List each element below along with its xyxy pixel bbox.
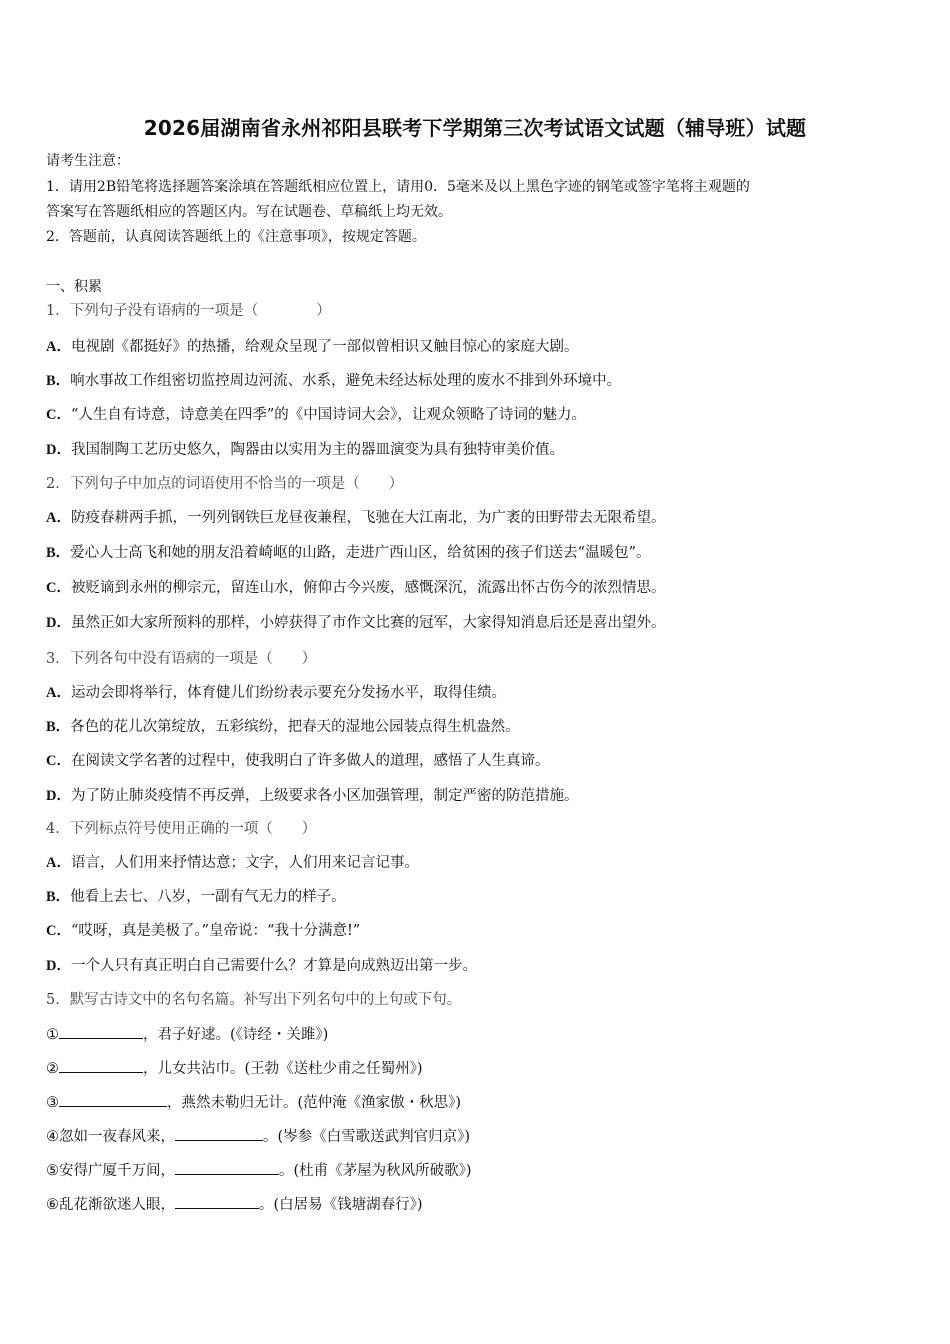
fill-blank-row: ⑤安得广厦千万间， 。(杜甫《茅屋为秋风所破歌》) [46,1160,906,1180]
option-row [46,372,906,390]
option-row [46,509,906,527]
option-text: 语言，人们用来抒情达意；文字，人们用来记言记事。 [70,855,419,871]
option-row [46,888,906,906]
question-stem: 1．下列句子没有语病的一项是（ ） [46,303,331,319]
option-letter: D． [46,442,71,458]
option-letter: C． [46,407,71,423]
option-letter: B． [46,545,71,561]
option-letter: C． [46,753,71,769]
option-text: 运动会即将举行，体育健儿们纷纷表示要充分发扬水平，取得佳绩。 [70,685,506,701]
option-text: 他看上去七、八岁，一副有气无力的样子。 [70,889,346,905]
option-letter: B． [46,373,71,389]
option-row [46,441,906,459]
option-text: 爱心人士高飞和她的朋友沿着崎岖的山路，走进广西山区，给贫困的孩子们送去“温暖包”。 [70,545,651,561]
option-letter: A． [46,510,71,526]
notice-line: 答案写在答题纸相应的答题区内。写在试题卷、草稿纸上均无效。 [46,204,452,220]
option-row [46,752,906,770]
option-row [46,957,906,975]
option-text: 为了防止肺炎疫情不再反弹，上级要求各小区加强管理，制定严密的防范措施。 [70,788,579,804]
option-letter: B． [46,719,71,735]
option-row [46,787,906,805]
option-row [46,854,906,872]
answer-blank[interactable] [59,1092,167,1107]
question-stem: 3．下列各句中没有语病的一项是（ ） [46,651,317,667]
option-text: 电视剧《都挺好》的热播，给观众呈现了一部似曾相识又触目惊心的家庭大剧。 [70,339,579,355]
fill-blank-row: ② ，儿女共沾巾。(王勃《送杜少甫之任蜀州》) [46,1058,906,1078]
option-row [46,406,906,424]
answer-blank[interactable] [59,1024,143,1039]
option-letter: D． [46,958,71,974]
option-text: 我国制陶工艺历史悠久，陶器由以实用为主的器皿演变为具有独特审美价值。 [70,442,564,458]
item-number: ③ [46,1095,59,1111]
section-heading: 一、积累 [46,279,102,295]
option-row [46,684,906,702]
option-text: 防疫春耕两手抓，一列列钢铁巨龙昼夜兼程，飞驰在大江南北，为广袤的田野带去无限希望。 [70,510,666,526]
option-row [46,922,906,940]
option-letter: C． [46,923,71,939]
option-row [46,614,906,632]
option-letter: A． [46,685,71,701]
answer-blank[interactable] [175,1194,259,1209]
option-letter: A． [46,339,71,355]
option-letter: A． [46,855,71,871]
option-text: 在阅读文学名著的过程中，使我明白了许多做人的道理，感悟了人生真谛。 [70,753,550,769]
page-title: 2026届湖南省永州祁阳县联考下学期第三次考试语文试题（辅导班）试题 [143,116,807,140]
option-row [46,544,906,562]
item-number: ④ [46,1129,59,1145]
option-text: 虽然正如大家所预料的那样，小婷获得了市作文比赛的冠军，大家得知消息后还是喜出望外。 [70,615,666,631]
option-letter: D． [46,615,71,631]
notice-line: 2．答题前，认真阅读答题纸上的《注意事项》，按规定答题。 [46,229,426,245]
question-stem: 2．下列句子中加点的词语使用不恰当的一项是（ ） [46,476,404,492]
option-letter: C． [46,580,71,596]
option-row [46,338,906,356]
fill-blank-row: ④忽如一夜春风来， 。(岑参《白雪歌送武判官归京》) [46,1126,906,1146]
option-text: 响水事故工作组密切监控周边河流、水系，避免未经达标处理的废水不排到外环境中。 [70,373,622,389]
option-text: 一个人只有真正明白自己需要什么？才算是向成熟迈出第一步。 [70,958,477,974]
item-number: ② [46,1061,59,1077]
option-letter: D． [46,788,71,804]
item-number: ⑤ [46,1163,59,1179]
option-letter: B． [46,889,71,905]
fill-blank-row: ⑥乱花渐欲迷人眼， 。(白居易《钱塘湖春行》) [46,1194,906,1214]
question-stem: 5．默写古诗文中的名句名篇。补写出下列名句中的上句或下句。 [46,992,462,1008]
fill-blank-row: ③ ，燕然未勒归无计。(范仲淹《渔家傲・秋思》) [46,1092,906,1112]
notice-line: 1．请用2B铅笔将选择题答案涂填在答题纸相应位置上，请用0．5毫米及以上黑色字迹的钢笔或签字笔将主观题的 [46,179,750,195]
option-row [46,579,906,597]
answer-blank[interactable] [59,1058,143,1073]
option-text: “人生自有诗意，诗意美在四季”的《中国诗词大会》，让观众领略了诗词的魅力。 [70,407,587,423]
item-number: ① [46,1027,59,1043]
option-text: “哎呀，真是美极了。”皇帝说：“我十分满意!” [70,923,361,939]
option-row [46,718,906,736]
answer-blank[interactable] [175,1126,263,1141]
question-stem: 4．下列标点符号使用正确的一项（ ） [46,821,317,837]
option-text: 各色的花儿次第绽放，五彩缤纷，把春天的湿地公园装点得生机盎然。 [70,719,520,735]
item-number: ⑥ [46,1197,59,1213]
fill-blank-row: ① ，君子好逑。(《诗经・关雎》) [46,1024,906,1044]
answer-blank[interactable] [175,1160,279,1175]
option-text: 被贬谪到永州的柳宗元，留连山水，俯仰古今兴废，感慨深沉，流露出怀古伤今的浓烈情思。 [70,580,666,596]
notice-heading: 请考生注意： [46,153,130,169]
